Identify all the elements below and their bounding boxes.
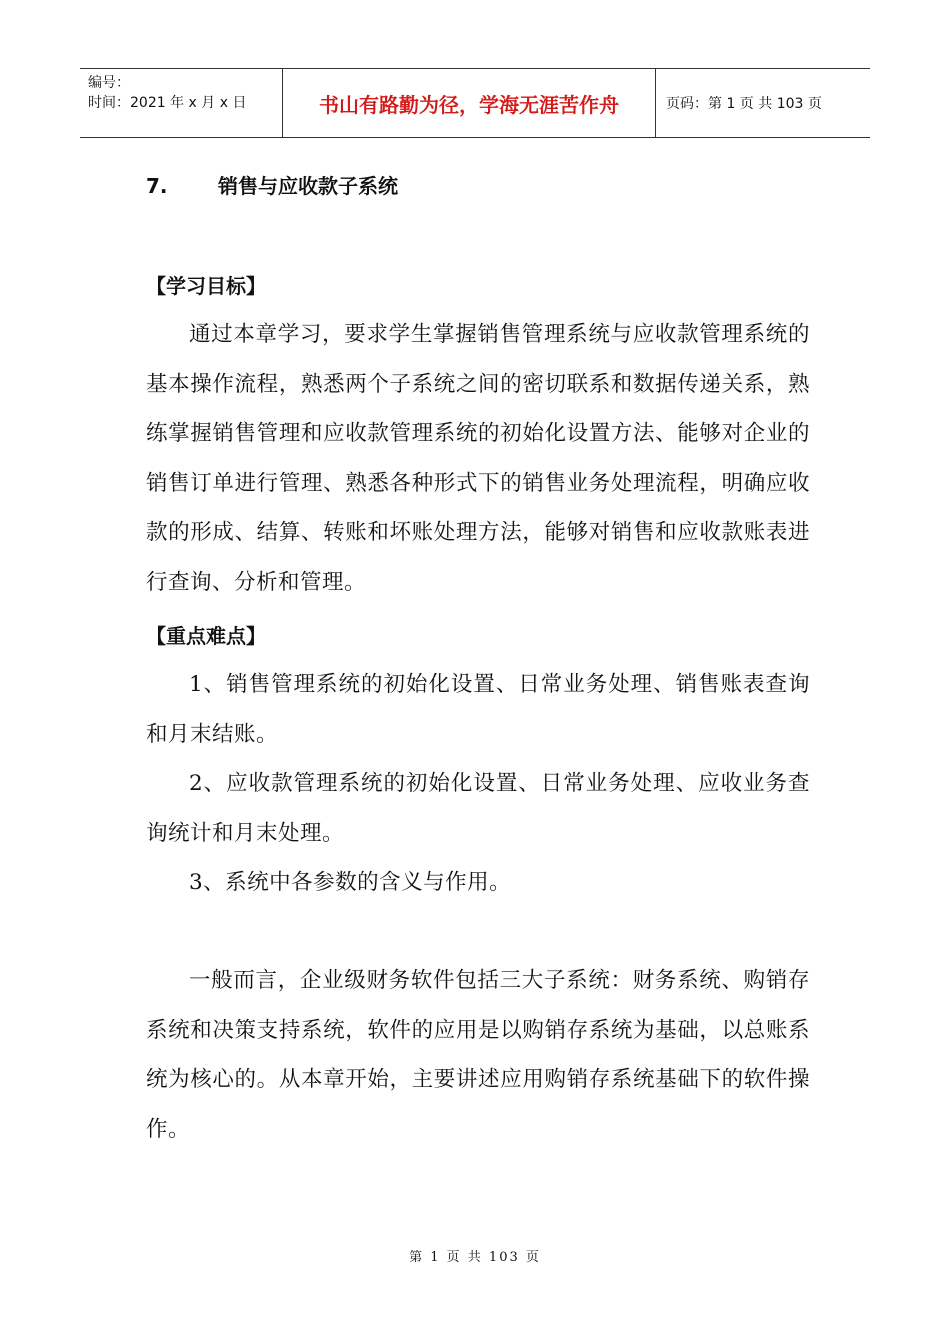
document-header [80, 68, 870, 138]
objectives-heading: 【学习目标】 [146, 274, 266, 298]
header-meta [80, 69, 282, 137]
page-footer: 第 1 页 共 103 页 [409, 1250, 541, 1265]
key-points-heading: 【重点难点】 [146, 624, 266, 648]
chapter-number: 7. [146, 174, 168, 198]
key-point-3: 3、系统中各参数的含义与作用。 [189, 870, 512, 895]
header-page-info: 页码：第 1 页 共 103 页 [666, 96, 822, 112]
chapter-heading [146, 170, 398, 199]
document-date: 时间：2021 年 x 月 x 日 [88, 95, 247, 111]
header-motto: 书山有路勤为径，学海无涯苦作舟 [282, 69, 656, 137]
chapter-title: 销售与应收款子系统 [218, 174, 398, 198]
document-number-label: 编号： [88, 75, 130, 91]
objectives-paragraph: 通过本章学习，要求学生掌握销售管理系统与应收款管理系统的基本操作流程，熟悉两个子系统之间的密切联系和数据传递关系，熟练掌握销售管理和应收款管理系统的初始化设置方法、能够对企业的销售订单进行管理、熟悉各种形式下的销售业务处理流程，明确应收款的形成、结算、转账和坏账处理方法，能够对销售和应收款账表进行查询、分析和管理。 [146, 322, 810, 595]
intro-paragraph: 一般而言，企业级财务软件包括三大子系统：财务系统、购销存系统和决策支持系统，软件的应用是以购销存系统为基础，以总账系统为核心的。从本章开始，主要讲述应用购销存系统基础下的软件操作。 [146, 968, 810, 1142]
key-point-1: 1、销售管理系统的初始化设置、日常业务处理、销售账表查询和月末结账。 [146, 672, 810, 747]
key-point-2: 2、应收款管理系统的初始化设置、日常业务处理、应收业务查询统计和月末处理。 [146, 771, 810, 846]
